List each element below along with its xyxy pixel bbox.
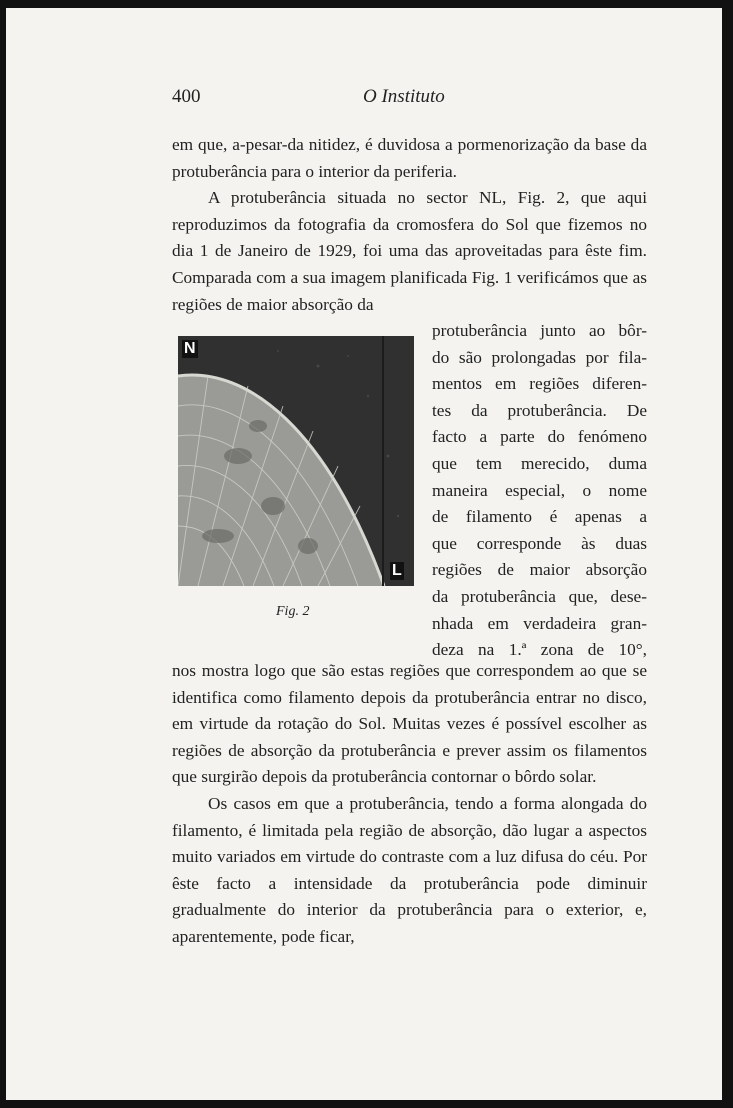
chromosphere-photo-icon <box>178 336 414 586</box>
text-line: deza na 1.ª zona de 10°, <box>432 640 647 660</box>
paragraph: em que, a-pesar-da nitidez, é duvidosa a pormenorização da base da protuberância para o interior da periferia. <box>172 135 647 181</box>
text-block-bottom <box>172 658 647 951</box>
running-title: O Instituto <box>363 86 445 107</box>
text-line: nhada em verdadeira gran- <box>432 613 647 633</box>
text-line: de filamento é apenas a <box>432 507 647 527</box>
text-line: regiões de maior absorção <box>432 560 647 580</box>
text-line: mentos em regiões diferen- <box>432 374 647 394</box>
text-line: da protuberância que, dese- <box>432 586 647 606</box>
text-line: que corresponde às duas <box>432 533 647 553</box>
text-line: do são prolongadas por fila- <box>432 347 647 367</box>
page-number: 400 <box>172 86 201 107</box>
figure-label-n: N <box>184 340 196 357</box>
text-wrap-column <box>432 318 647 664</box>
paragraph: Os casos em que a protuberância, tendo a forma alongada do filamento, é limitada pela região de absorção, dão lugar a aspectos muito variados em virtude do contraste com a luz difusa do céu. Por êste facto a intensidade da protuberância pode diminuir gradualmente do interior da protuberância para o exterior, e, aparentemente, pode ficar, <box>172 793 647 946</box>
page-header <box>6 86 722 110</box>
text-line: facto a parte do fenómeno <box>432 427 647 447</box>
figure-label-l: L <box>392 562 402 579</box>
text-line: que tem merecido, duma <box>432 453 647 473</box>
paragraph: nos mostra logo que são estas regiões que correspondem ao que se identifica como filamento depois da protuberância entrar no disco, em virtude da rotação do Sol. Muitas vezes é possível escolher as regiões de absorção da protuberância e prever assim os filamentos que surgirão depois da protuberância contornar o bôrdo solar. <box>172 661 647 787</box>
book-page <box>6 8 722 1100</box>
text-line: tes da protuberância. De <box>432 400 647 420</box>
paragraph: A protuberância situada no sector NL, Fig. 2, que aqui reproduzimos da fotografia da cromosfera do Sol que fizemos no dia 1 de Janeiro de 1929, foi uma das aproveitadas para êste fim. Comparada com a sua imagem planificada Fig. 1 verificámos que as regiões de maior absorção da <box>172 188 647 314</box>
figure-photograph <box>178 336 414 586</box>
text-block-top <box>172 132 647 318</box>
text-line: maneira especial, o nome <box>432 480 647 500</box>
text-line: protuberância junto ao bôr- <box>432 321 647 340</box>
figure-caption: Fig. 2 <box>276 604 310 619</box>
